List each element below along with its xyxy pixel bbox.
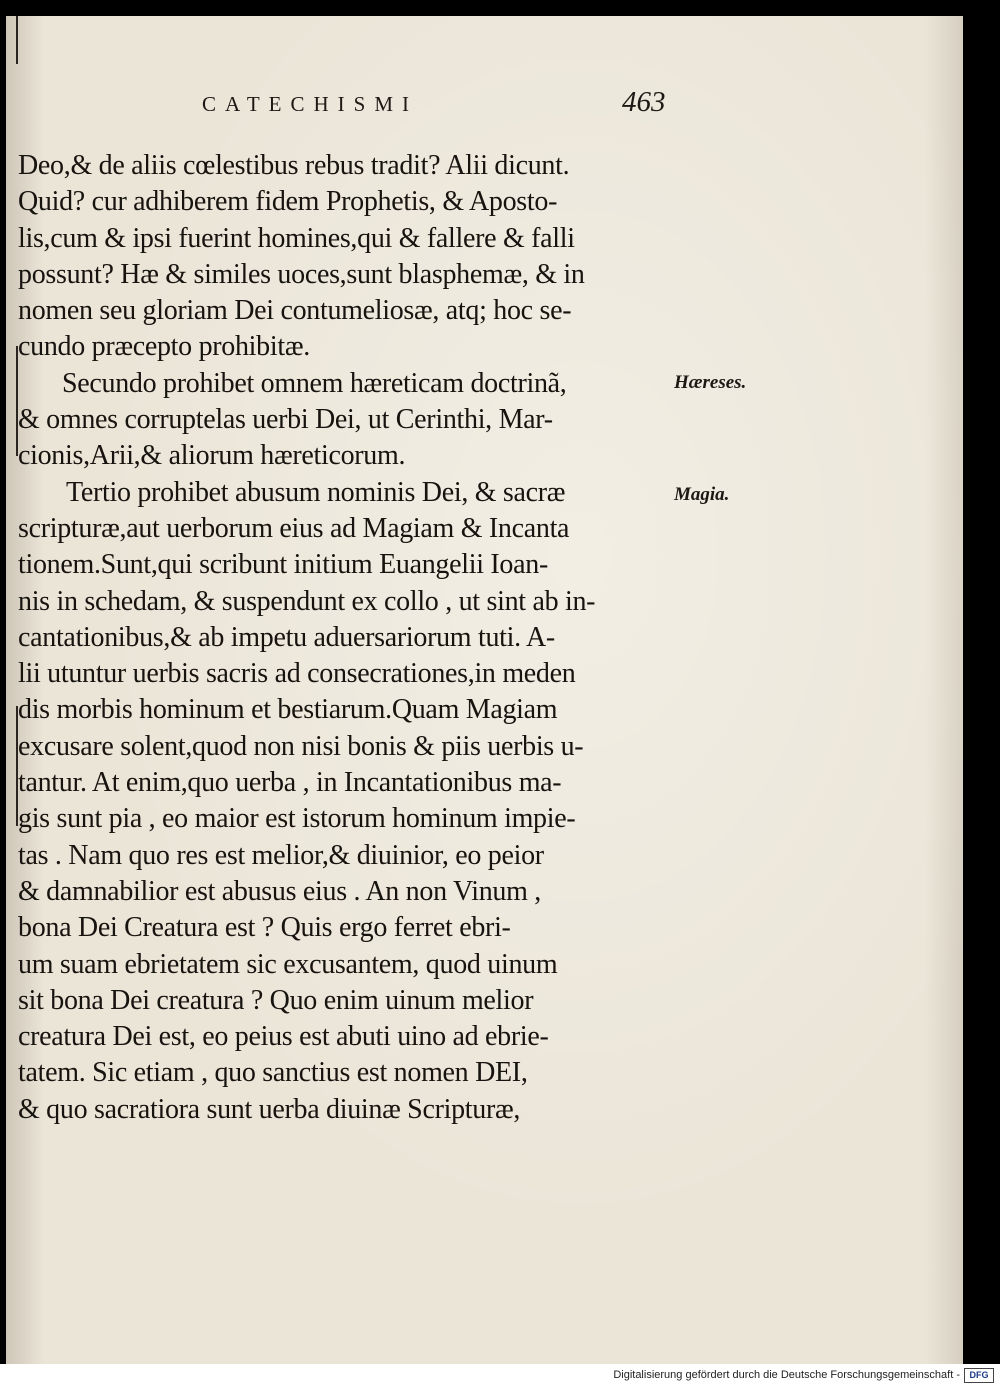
text-line: sit bona Dei creatura ? Quo enim uinum melior	[18, 984, 534, 1016]
text-line: cundo præcepto prohibitæ.	[18, 331, 310, 363]
text-line: tionem.Sunt,qui scribunt initium Euangelii Ioan-	[18, 549, 548, 581]
text-line: & quo sacratiora sunt uerba diuinæ Scripturæ,	[18, 1093, 521, 1125]
text-line: scripturæ,aut uerborum eius ad Magiam & Incanta	[18, 512, 570, 544]
digitization-footer	[0, 1364, 1000, 1388]
text-line: cantationibus,& ab impetu aduersariorum tuti. A-	[18, 621, 555, 653]
text-line: tatem. Sic etiam , quo sanctius est nomen DEI,	[18, 1057, 528, 1089]
text-line: Secundo prohibet omnem hæreticam doctrinã,	[62, 367, 567, 399]
running-title: CATECHISMI	[202, 92, 419, 116]
text-line: Deo,& de aliis cœlestibus rebus tradit? Alii dicunt.	[18, 150, 570, 181]
gutter-edge	[16, 16, 18, 64]
text-line: nomen seu gloriam Dei contumeliosæ, atq; hoc se-	[18, 295, 572, 327]
text-line: excusare solent,quod non nisi bonis & piis uerbis u-	[18, 730, 584, 762]
text-line: tas . Nam quo res est melior,& diuinior, eo peior	[18, 839, 544, 871]
text-line: gis sunt pia , eo maior est istorum hominum impie-	[18, 803, 576, 835]
funding-credit: Digitalisierung gefördert durch die Deutsche Forschungsgemeinschaft -	[613, 1369, 960, 1381]
text-line: Quid? cur adhiberem fidem Prophetis, & Aposto-	[18, 186, 558, 218]
text-line: Tertio prohibet abusum nominis Dei, & sacræ	[66, 476, 566, 508]
marginal-note-magia: Magia.	[674, 484, 730, 505]
text-line: & damnabilior est abusus eius . An non Vinum ,	[18, 875, 541, 907]
page-number: 463	[622, 86, 666, 118]
text-line: dis morbis hominum et bestiarum.Quam Magiam	[18, 694, 558, 726]
text-line: lis,cum & ipsi fuerint homines,qui & fallere & falli	[18, 222, 575, 254]
text-line: creatura Dei est, eo peius est abuti uino ad ebrie-	[18, 1021, 549, 1053]
text-line: bona Dei Creatura est ? Quis ergo ferret ebri-	[18, 912, 511, 944]
body-text	[18, 148, 688, 1128]
text-line: lii utuntur uerbis sacris ad consecrationes,in meden	[18, 658, 576, 690]
dfg-logo-icon: DFG	[964, 1368, 994, 1383]
text-line: um suam ebrietatem sic excusantem, quod uinum	[18, 948, 558, 980]
text-line: tantur. At enim,quo uerba , in Incantationibus ma-	[18, 767, 562, 799]
book-page	[6, 16, 963, 1364]
text-line: nis in schedam, & suspendunt ex collo , ut sint ab in-	[18, 585, 596, 617]
text-line: cionis,Arii,& aliorum hæreticorum.	[18, 440, 406, 472]
page-header	[6, 86, 963, 132]
text-line: possunt? Hæ & similes uoces,sunt blasphemæ, & in	[18, 258, 585, 290]
marginal-note-haereses: Hæreses.	[674, 372, 747, 393]
text-line: & omnes corruptelas uerbi Dei, ut Cerinthi, Mar-	[18, 404, 553, 436]
